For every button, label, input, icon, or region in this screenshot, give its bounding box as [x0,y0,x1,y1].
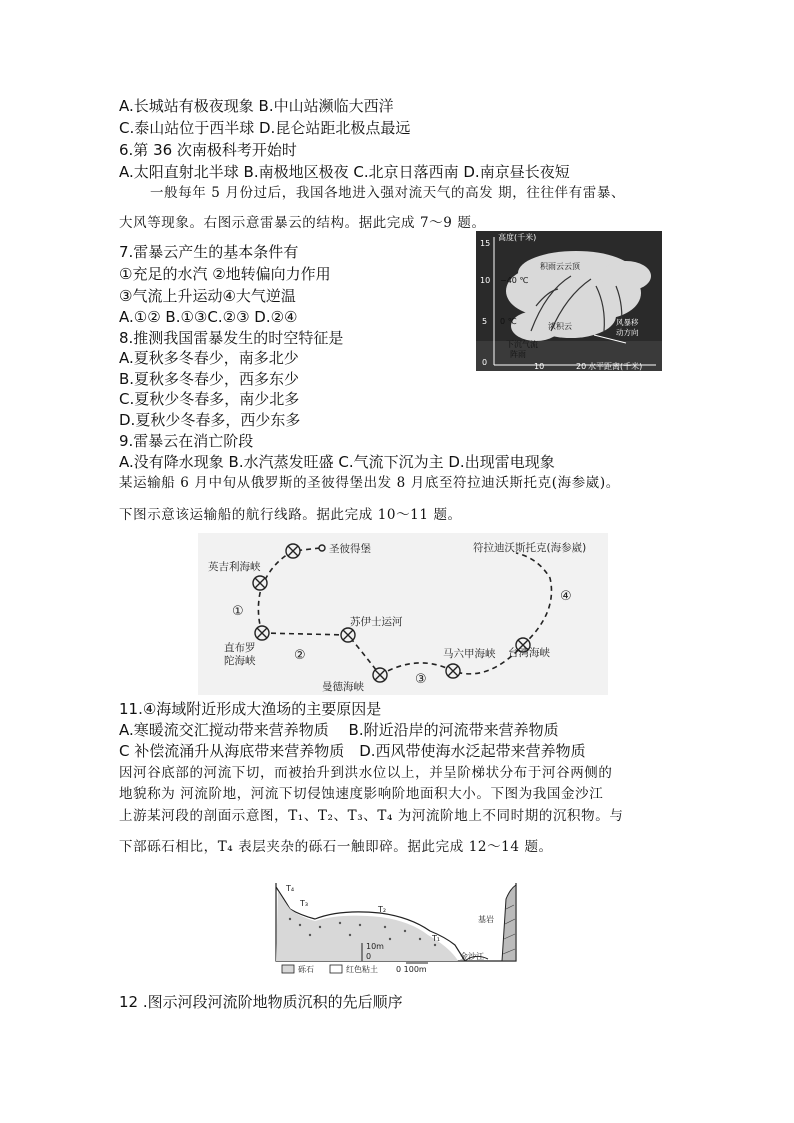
question-12: 12 .图示河段河流阶地物质沉积的先后顺序 [119,993,403,1011]
taiwan-label: 台湾海峡 [508,647,550,659]
horizontal-scale-label: 0 100m [396,965,427,974]
option-line: C.夏秋少冬春多，南少北多 [119,390,300,408]
option-line: A.夏秋多冬春少，南多北少 [119,349,299,367]
gibraltar-label: 直布罗 [224,642,256,654]
x-tick: 20 [576,362,587,371]
t2-label: T₂ [378,905,387,914]
route-figure [198,533,608,695]
option-line: A.太阳直射北半球 B.南极地区极夜 C.北京日落西南 D.南京昼长夜短 [119,163,570,181]
legend-clay-swatch [330,965,342,973]
y-tick: 5 [482,317,488,326]
passage-line: 下部砾石相比，T₄ 表层夹杂的砾石一触即碎。据此完成 12～14 题。 [119,839,553,855]
route-3-label: ③ [415,672,427,687]
t1-label: T₁ [432,934,441,943]
legend-gravel-label: 砾石 [298,965,314,974]
port-marker [286,544,300,558]
option-line: A.①② B.①③C.②③ D.②④ [119,308,298,326]
terrace-figure [270,879,528,981]
y-tick: 0 [482,358,488,367]
option-line: A.寒暖流交汇搅动带来营养物质 B.附近沿岸的河流带来营养物质 [119,721,559,739]
port-marker [341,628,355,642]
legend-clay-label: 红色粘土 [346,965,378,974]
downdraft-label: 下沉气流 [506,340,538,349]
passage-line: 地貌称为 河流阶地，河流下切侵蚀速度影响阶地面积大小。下图为我国金沙江 [119,786,604,802]
port-marker [373,668,387,682]
vertical-scale-label: 10m [366,942,384,951]
river-label: 金沙江 [460,952,484,961]
passage-line: 因河谷底部的河流下切，而被抬升到洪水位以上，并呈阶梯状分布于河谷两侧的 [119,765,613,781]
cumulus-label: 浓积云 [548,322,572,331]
suez-label: 苏伊士运河 [350,616,403,628]
st-petersburg-label: 圣彼得堡 [329,543,371,555]
port-marker [446,664,460,678]
legend-gravel-swatch [282,965,294,973]
y-tick: 15 [480,239,491,248]
option-line: C 补偿流涌升从海底带来营养物质 D.西风带使海水泛起带来营养物质 [119,742,586,760]
passage-line: 一般每年 5 月份过后，我国各地进入强对流天气的高发 期，往往伴有雷暴、 [150,185,626,201]
shower-label: 阵雨 [510,350,526,359]
port-marker [253,576,267,590]
question-9: 9.雷暴云在消亡阶段 [119,432,254,450]
option-line: A.长城站有极夜现象 B.中山站濒临大西洋 [119,97,394,115]
question-6: 6.第 36 次南极科考开始时 [119,141,297,159]
route-1-label: ① [232,604,244,619]
y-tick: 10 [480,276,491,285]
y-axis-title: 高度(千米) [498,233,537,242]
option-line: A.没有降水现象 B.水汽蒸发旺盛 C.气流下沉为主 D.出现雷电现象 [119,453,555,471]
mandeb-label: 曼德海峡 [322,681,364,693]
option-line: ③气流上升运动④大气逆温 [119,287,296,305]
storm-move-label-2: 动方向 [616,328,639,337]
option-line: B.夏秋多冬春少，西多东少 [119,370,300,388]
malacca-label: 马六甲海峡 [443,648,496,660]
english-channel-label: 英吉利海峡 [208,561,261,573]
x-tick: 10 [534,362,545,371]
option-line: C.泰山站位于西半球 D.昆仑站距北极点最远 [119,119,411,137]
vertical-scale-zero: 0 [366,952,372,961]
passage-line: 大风等现象。右图示意雷暴云的结构。据此完成 7～9 题。 [119,215,486,231]
gibraltar-label-2: 陀海峡 [224,655,256,667]
bedrock-label: 基岩 [478,915,494,924]
port-marker [255,626,269,640]
x-unit: 水平距离(千米) [588,362,643,371]
thunderstorm-figure [476,231,662,371]
storm-move-label: 风暴移 [616,318,639,327]
temp-mid-label: 0 ℃ [500,317,517,326]
question-11: 11.④海域附近形成大渔场的主要原因是 [119,700,382,718]
t4-label: T₄ [286,884,295,893]
t3-label: T₃ [300,899,309,908]
route-4-label: ④ [560,589,572,604]
route-2-label: ② [294,648,306,663]
question-8: 8.推测我国雷暴发生的时空特征是 [119,329,344,347]
passage-line: 某运输船 6 月中旬从俄罗斯的圣彼得堡出发 8 月底至符拉迪沃斯托克(海参崴)。 [119,475,620,491]
cloud-top-label: 积雨云云顶 [540,262,580,271]
option-line: D.夏秋少冬春多，西少东多 [119,411,301,429]
passage-line: 上游某河段的剖面示意图，T₁、T₂、T₃、T₄ 为河流阶地上不同时期的沉积物。与 [119,808,624,824]
temp-top-label: −40 ℃ [500,276,529,285]
question-7: 7.雷暴云产生的基本条件有 [119,243,299,261]
passage-line: 下图示意该运输船的航行线路。据此完成 10～11 题。 [119,507,462,523]
vladivostok-label: 符拉迪沃斯托克(海参崴) [473,542,587,554]
option-line: ①充足的水汽 ②地转偏向力作用 [119,265,331,283]
